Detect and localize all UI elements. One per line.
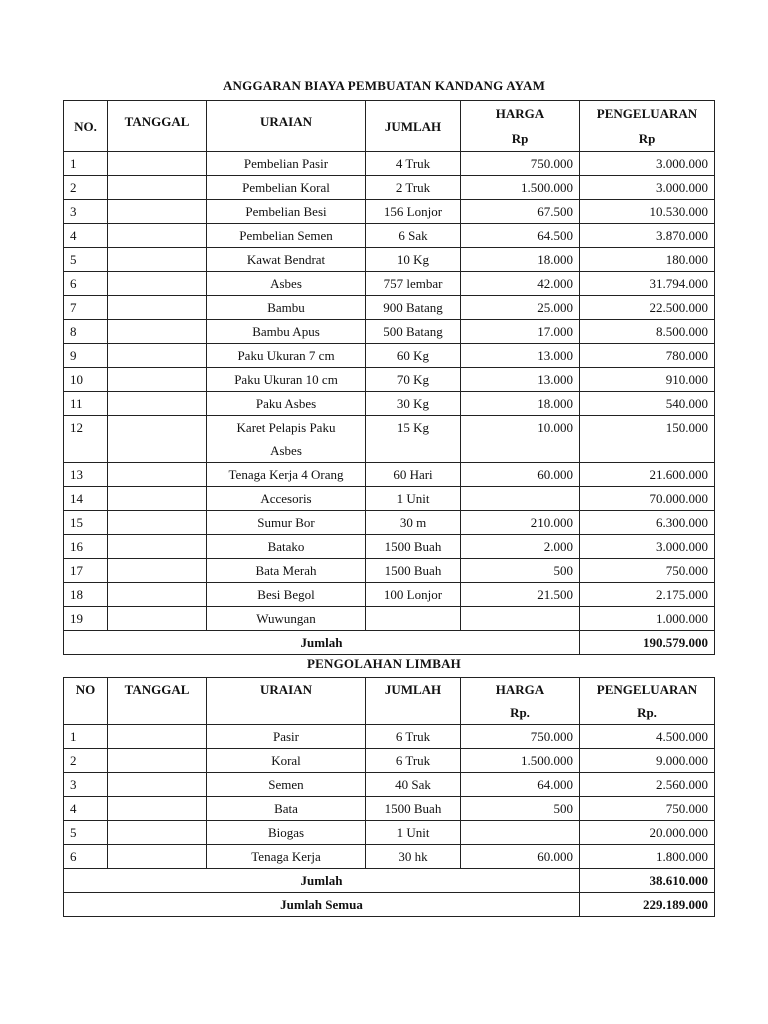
row-pengeluaran: 1.000.000 <box>580 607 715 631</box>
table-row <box>64 535 715 559</box>
row-jumlah: 900 Batang <box>366 296 461 320</box>
row-pengeluaran: 9.000.000 <box>580 749 715 773</box>
row-pengeluaran: 910.000 <box>580 368 715 392</box>
row-jumlah: 156 Lonjor <box>366 200 461 224</box>
row-no: 2 <box>64 176 108 200</box>
row-harga <box>461 821 580 845</box>
row-jumlah: 15 Kg <box>366 416 461 463</box>
row-no: 5 <box>64 821 108 845</box>
table-row <box>64 224 715 248</box>
row-harga: 64.000 <box>461 773 580 797</box>
row-tanggal <box>108 535 207 559</box>
table-row <box>64 416 715 463</box>
row-harga: 500 <box>461 797 580 821</box>
row-pengeluaran: 2.175.000 <box>580 583 715 607</box>
table-row <box>64 392 715 416</box>
row-uraian: Batako <box>207 535 366 559</box>
row-harga: 18.000 <box>461 248 580 272</box>
table-row <box>64 320 715 344</box>
header-harga-label: HARGA <box>495 106 545 121</box>
row-uraian: Tenaga Kerja <box>207 845 366 869</box>
row-harga: 2.000 <box>461 535 580 559</box>
table-row <box>64 511 715 535</box>
row-tanggal <box>108 392 207 416</box>
table-row <box>64 797 715 821</box>
row-jumlah: 30 Kg <box>366 392 461 416</box>
row-tanggal <box>108 487 207 511</box>
row-tanggal <box>108 845 207 869</box>
total-value: 190.579.000 <box>580 631 715 655</box>
budget-title: ANGGARAN BIAYA PEMBUATAN KANDANG AYAM <box>222 78 546 93</box>
row-no: 15 <box>64 511 108 535</box>
row-uraian: Paku Ukuran 7 cm <box>207 344 366 368</box>
row-uraian: Pembelian Pasir <box>207 152 366 176</box>
row-harga: 17.000 <box>461 320 580 344</box>
header-no: NO <box>64 678 108 725</box>
row-pengeluaran: 150.000 <box>580 416 715 463</box>
row-pengeluaran: 3.870.000 <box>580 224 715 248</box>
table-row <box>64 607 715 631</box>
row-tanggal <box>108 463 207 487</box>
row-tanggal <box>108 200 207 224</box>
row-uraian: Biogas <box>207 821 366 845</box>
table-row <box>64 248 715 272</box>
row-harga: 210.000 <box>461 511 580 535</box>
row-jumlah: 1500 Buah <box>366 535 461 559</box>
row-uraian: Kawat Bendrat <box>207 248 366 272</box>
row-uraian-line: Karet Pelapis Paku <box>236 420 336 435</box>
row-tanggal <box>108 176 207 200</box>
row-pengeluaran: 750.000 <box>580 797 715 821</box>
row-uraian: Wuwungan <box>207 607 366 631</box>
row-no: 5 <box>64 248 108 272</box>
row-no: 9 <box>64 344 108 368</box>
row-uraian: Accesoris <box>207 487 366 511</box>
row-jumlah: 4 Truk <box>366 152 461 176</box>
row-harga: 750.000 <box>461 152 580 176</box>
row-jumlah: 60 Hari <box>366 463 461 487</box>
table-row <box>64 463 715 487</box>
row-uraian: Asbes <box>207 272 366 296</box>
row-jumlah: 40 Sak <box>366 773 461 797</box>
table-row <box>64 368 715 392</box>
total-row <box>64 631 715 655</box>
row-no: 11 <box>64 392 108 416</box>
row-harga: 500 <box>461 559 580 583</box>
row-no: 3 <box>64 773 108 797</box>
row-jumlah: 1 Unit <box>366 487 461 511</box>
grand-total-row <box>64 893 715 917</box>
row-pengeluaran: 70.000.000 <box>580 487 715 511</box>
row-tanggal <box>108 821 207 845</box>
row-tanggal <box>108 152 207 176</box>
header-pengeluaran <box>580 678 715 725</box>
row-jumlah: 6 Truk <box>366 725 461 749</box>
row-pengeluaran: 780.000 <box>580 344 715 368</box>
row-no: 1 <box>64 152 108 176</box>
row-uraian: Pembelian Besi <box>207 200 366 224</box>
row-tanggal <box>108 773 207 797</box>
row-jumlah: 6 Sak <box>366 224 461 248</box>
row-uraian: Besi Begol <box>207 583 366 607</box>
row-tanggal <box>108 607 207 631</box>
row-harga: 750.000 <box>461 725 580 749</box>
row-pengeluaran: 540.000 <box>580 392 715 416</box>
header-harga <box>461 678 580 725</box>
row-no: 17 <box>64 559 108 583</box>
row-jumlah: 60 Kg <box>366 344 461 368</box>
row-tanggal <box>108 320 207 344</box>
row-tanggal <box>108 559 207 583</box>
row-no: 2 <box>64 749 108 773</box>
row-jumlah: 6 Truk <box>366 749 461 773</box>
total-label: Jumlah <box>64 869 580 893</box>
row-uraian: Paku Asbes <box>207 392 366 416</box>
row-jumlah: 10 Kg <box>366 248 461 272</box>
row-harga: 21.500 <box>461 583 580 607</box>
row-jumlah: 1 Unit <box>366 821 461 845</box>
row-jumlah: 70 Kg <box>366 368 461 392</box>
table-row <box>64 200 715 224</box>
row-no: 4 <box>64 224 108 248</box>
table-header-row <box>64 678 715 725</box>
row-pengeluaran: 750.000 <box>580 559 715 583</box>
row-harga: 1.500.000 <box>461 749 580 773</box>
row-pengeluaran: 3.000.000 <box>580 535 715 559</box>
row-tanggal <box>108 296 207 320</box>
row-uraian <box>207 416 366 463</box>
row-uraian: Pembelian Semen <box>207 224 366 248</box>
total-label: Jumlah <box>64 631 580 655</box>
header-harga-unit: Rp. <box>510 705 530 720</box>
table-row <box>64 725 715 749</box>
row-harga: 13.000 <box>461 344 580 368</box>
row-tanggal <box>108 368 207 392</box>
row-no: 6 <box>64 845 108 869</box>
table-row <box>64 152 715 176</box>
total-row <box>64 869 715 893</box>
table-row <box>64 845 715 869</box>
row-tanggal <box>108 583 207 607</box>
header-harga <box>461 101 580 152</box>
row-pengeluaran: 22.500.000 <box>580 296 715 320</box>
header-uraian: URAIAN <box>207 678 366 725</box>
row-harga: 64.500 <box>461 224 580 248</box>
row-no: 14 <box>64 487 108 511</box>
row-tanggal <box>108 224 207 248</box>
row-no: 4 <box>64 797 108 821</box>
header-pengeluaran-unit: Rp. <box>637 705 657 720</box>
row-no: 6 <box>64 272 108 296</box>
table-row <box>64 487 715 511</box>
row-uraian: Pasir <box>207 725 366 749</box>
row-pengeluaran: 3.000.000 <box>580 176 715 200</box>
row-no: 8 <box>64 320 108 344</box>
table-row <box>64 583 715 607</box>
row-harga: 10.000 <box>461 416 580 463</box>
row-no: 12 <box>64 416 108 463</box>
row-harga: 67.500 <box>461 200 580 224</box>
row-uraian: Paku Ukuran 10 cm <box>207 368 366 392</box>
row-harga <box>461 607 580 631</box>
row-pengeluaran: 20.000.000 <box>580 821 715 845</box>
row-jumlah <box>366 607 461 631</box>
row-pengeluaran: 21.600.000 <box>580 463 715 487</box>
total-value: 38.610.000 <box>580 869 715 893</box>
table-row <box>64 749 715 773</box>
header-no: NO. <box>64 101 108 152</box>
row-harga: 13.000 <box>461 368 580 392</box>
row-harga: 18.000 <box>461 392 580 416</box>
row-tanggal <box>108 248 207 272</box>
row-harga: 1.500.000 <box>461 176 580 200</box>
row-jumlah: 1500 Buah <box>366 797 461 821</box>
header-pengeluaran-label: PENGELUARAN <box>596 106 698 121</box>
header-uraian: URAIAN <box>207 101 366 152</box>
table-row <box>64 176 715 200</box>
row-no: 7 <box>64 296 108 320</box>
row-no: 16 <box>64 535 108 559</box>
row-tanggal <box>108 725 207 749</box>
row-uraian: Pembelian Koral <box>207 176 366 200</box>
row-pengeluaran: 2.560.000 <box>580 773 715 797</box>
grand-total-label: Jumlah Semua <box>64 893 580 917</box>
row-jumlah: 30 m <box>366 511 461 535</box>
table-header-row <box>64 101 715 152</box>
row-pengeluaran: 31.794.000 <box>580 272 715 296</box>
row-jumlah: 2 Truk <box>366 176 461 200</box>
header-tanggal: TANGGAL <box>108 101 207 152</box>
row-jumlah: 30 hk <box>366 845 461 869</box>
header-pengeluaran-unit: Rp <box>638 131 656 146</box>
table-row <box>64 272 715 296</box>
row-tanggal <box>108 272 207 296</box>
header-pengeluaran <box>580 101 715 152</box>
header-jumlah: JUMLAH <box>366 678 461 725</box>
row-no: 10 <box>64 368 108 392</box>
row-uraian: Bata Merah <box>207 559 366 583</box>
row-uraian: Sumur Bor <box>207 511 366 535</box>
row-no: 3 <box>64 200 108 224</box>
grand-total-value: 229.189.000 <box>580 893 715 917</box>
row-pengeluaran: 8.500.000 <box>580 320 715 344</box>
table-row <box>64 344 715 368</box>
row-jumlah: 757 lembar <box>366 272 461 296</box>
row-pengeluaran: 10.530.000 <box>580 200 715 224</box>
row-harga: 42.000 <box>461 272 580 296</box>
budget-table <box>63 100 715 655</box>
row-no: 13 <box>64 463 108 487</box>
row-harga: 60.000 <box>461 463 580 487</box>
row-pengeluaran: 6.300.000 <box>580 511 715 535</box>
row-tanggal <box>108 511 207 535</box>
table-row <box>64 821 715 845</box>
row-tanggal <box>108 416 207 463</box>
row-tanggal <box>108 749 207 773</box>
row-harga: 25.000 <box>461 296 580 320</box>
row-uraian: Koral <box>207 749 366 773</box>
row-no: 19 <box>64 607 108 631</box>
row-uraian: Bambu <box>207 296 366 320</box>
row-tanggal <box>108 344 207 368</box>
waste-table <box>63 677 715 917</box>
row-pengeluaran: 4.500.000 <box>580 725 715 749</box>
row-uraian: Semen <box>207 773 366 797</box>
row-uraian-line: Asbes <box>270 443 302 458</box>
header-harga-unit: Rp <box>511 131 529 146</box>
row-pengeluaran: 3.000.000 <box>580 152 715 176</box>
table-row <box>64 773 715 797</box>
row-no: 18 <box>64 583 108 607</box>
row-pengeluaran: 1.800.000 <box>580 845 715 869</box>
row-tanggal <box>108 797 207 821</box>
header-jumlah: JUMLAH <box>366 101 461 152</box>
row-harga: 60.000 <box>461 845 580 869</box>
row-uraian: Tenaga Kerja 4 Orang <box>207 463 366 487</box>
row-pengeluaran: 180.000 <box>580 248 715 272</box>
row-jumlah: 100 Lonjor <box>366 583 461 607</box>
header-tanggal: TANGGAL <box>108 678 207 725</box>
header-harga-label: HARGA <box>495 682 545 697</box>
row-jumlah: 500 Batang <box>366 320 461 344</box>
table-row <box>64 559 715 583</box>
table-row <box>64 296 715 320</box>
row-uraian: Bambu Apus <box>207 320 366 344</box>
row-harga <box>461 487 580 511</box>
waste-title: PENGOLAHAN LIMBAH <box>307 656 461 671</box>
row-no: 1 <box>64 725 108 749</box>
row-jumlah: 1500 Buah <box>366 559 461 583</box>
header-pengeluaran-label: PENGELUARAN <box>596 682 698 697</box>
row-uraian: Bata <box>207 797 366 821</box>
